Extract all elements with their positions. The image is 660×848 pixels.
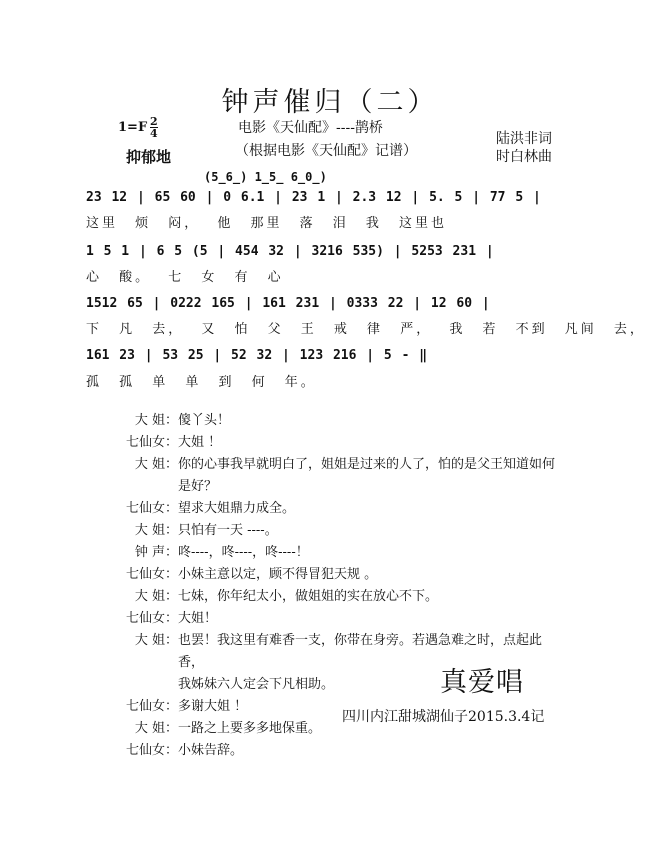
score-notes-row-1: 23 12 | 65 60 | 0 6.1 | 23 1 | 2.3 12 | 5. 5 | 77 5 |: [86, 190, 541, 205]
speaker: 大 姐：: [134, 457, 178, 472]
dialogue-text: 大姐 ！: [178, 435, 222, 450]
dialogue-line: [116, 432, 566, 454]
speaker: 七仙女：: [125, 699, 178, 714]
dialogue-text: 我姊妹六人定会下凡相助。: [178, 677, 335, 692]
speaker: [116, 674, 178, 696]
speaker: 七仙女：: [125, 435, 178, 450]
dialogue-text: 你的心事我早就明白了，姐姐是过来的人了，怕的是父王知道如何: [178, 457, 556, 472]
speaker: 七仙女：: [125, 611, 178, 626]
speaker: 大 姐：: [134, 633, 178, 648]
composer: 时白林曲: [496, 149, 552, 165]
film-subtitle: 电影《天仙配》----鹊桥: [238, 120, 383, 136]
page-title: 钟声催归（二）: [221, 87, 439, 118]
pickup-notes: (5̲6̲) 1̲5̲ 6̲0̲): [204, 170, 327, 184]
speaker: 大 姐：: [134, 413, 178, 428]
dialogue-text: 望求大姐鼎力成全。: [178, 501, 296, 516]
transcriber-note: 四川内江甜城湖仙子2015.3.4记: [342, 709, 545, 725]
dialogue-line: [116, 740, 566, 762]
score-notes-row-2: 1 5 1 | 6 5 (5 | 454 32 | 3216 535) | 5253 231 |: [86, 244, 494, 259]
dialogue-line: [116, 520, 566, 542]
speaker: 钟 声：: [134, 545, 178, 560]
dialogue-text: 小妹告辞。: [178, 743, 244, 758]
tempo-mood: 抑郁地: [126, 148, 172, 166]
dialogue-text: 是好？: [178, 479, 218, 494]
score-lyrics-row-1: 这里 烦 闷， 他 那里 落 泪 我 这里也: [86, 216, 448, 231]
source-note: （根据电影《天仙配》记谱）: [235, 143, 417, 159]
dialogue-text: 一路之上要多多地保重。: [178, 721, 322, 736]
key-signature: 1=F: [118, 120, 148, 135]
dialogue-line: [116, 586, 566, 608]
speaker: 七仙女：: [125, 501, 178, 516]
time-signature: [150, 116, 158, 139]
dialogue-line: [116, 476, 566, 498]
speaker: [116, 476, 178, 498]
jianpu-score: [86, 168, 646, 393]
score-lyrics-row-2: 心 酸。 七 女 有 心: [86, 270, 284, 285]
dialogue-line: [116, 542, 566, 564]
dialogue-text: 七妹，你年纪太小，做姐姐的实在放心不下。: [178, 589, 439, 604]
dialogue-line: [116, 608, 566, 630]
dialogue-text: 只怕有一天 ----。: [178, 523, 278, 538]
dialogue-line: [116, 410, 566, 432]
speaker: 七仙女：: [125, 567, 178, 582]
dialogue-text: 傻丫头！: [178, 413, 231, 428]
dialogue-text: 小妹主意以定，顾不得冒犯天规 。: [178, 567, 378, 582]
meter-top: 2: [150, 115, 158, 128]
score-lyrics-row-3: 下 凡 去， 又 怕 父 王 戒 律 严， 我 若 不到 凡间 去，: [86, 322, 646, 337]
speaker: 大 姐：: [134, 721, 178, 736]
lyricist: 陆洪非词: [496, 131, 552, 147]
score-notes-row-4: 161 23 | 53 25 | 52 32 | 123 216 | 5 - ‖: [86, 348, 428, 363]
dialogue-line: [116, 454, 566, 476]
speaker: 大 姐：: [134, 589, 178, 604]
dialogue-text: 大姐！: [178, 611, 218, 626]
speaker: 七仙女：: [125, 743, 178, 758]
dialogue-text: 咚----，咚----，咚----！: [178, 545, 309, 560]
speaker: 大 姐：: [134, 523, 178, 538]
dialogue-line: [116, 498, 566, 520]
handwritten-stamp: 真爱唱: [440, 667, 524, 698]
dialogue-text: 也罢！我这里有难香一支，你带在身旁。若遇急难之时，点起此香，: [178, 633, 543, 670]
dialogue-line: [116, 564, 566, 586]
dialogue-text: 多谢大姐 ！: [178, 699, 248, 714]
meter-bottom: 4: [150, 127, 158, 140]
score-notes-row-3: 1512 65 | 0222 165 | 161 231 | 0333 22 | 12 60 |: [86, 296, 490, 311]
score-lyrics-row-4: 孤 孤 单 单 到 何 年。: [86, 375, 317, 390]
